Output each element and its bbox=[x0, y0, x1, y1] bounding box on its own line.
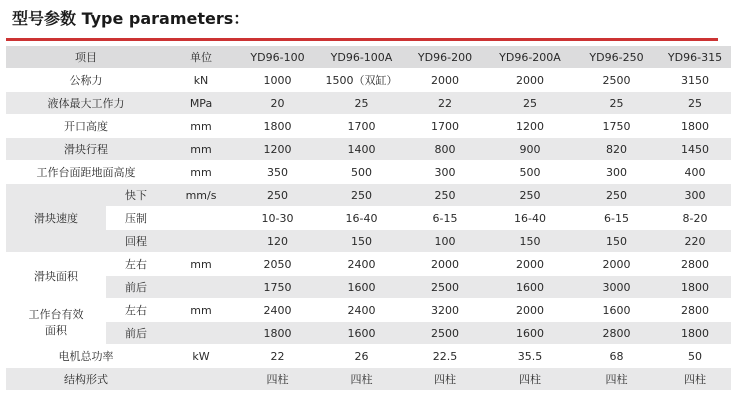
cell-value: 50 bbox=[659, 345, 731, 368]
parameter-table bbox=[6, 46, 731, 391]
cell-value: 25 bbox=[486, 92, 574, 115]
row-unit: kW bbox=[166, 345, 236, 368]
cell-value: 300 bbox=[404, 161, 486, 184]
cell-value: 1800 bbox=[659, 322, 731, 345]
cell-value: 22.5 bbox=[404, 345, 486, 368]
cell-value: 900 bbox=[486, 138, 574, 161]
cell-value: 350 bbox=[236, 161, 319, 184]
sub-label: 快下 bbox=[106, 184, 166, 207]
cell-value: 22 bbox=[404, 92, 486, 115]
cell-value: 500 bbox=[319, 161, 404, 184]
col-header-model: YD96-250 bbox=[574, 46, 659, 69]
cell-value: 3150 bbox=[659, 69, 731, 92]
cell-value: 2400 bbox=[236, 299, 319, 322]
col-header-model: YD96-200 bbox=[404, 46, 486, 69]
cell-value: 22 bbox=[236, 345, 319, 368]
table-row bbox=[6, 69, 731, 92]
cell-value: 10-30 bbox=[236, 207, 319, 230]
cell-value: 25 bbox=[319, 92, 404, 115]
cell-value: 35.5 bbox=[486, 345, 574, 368]
cell-value: 四柱 bbox=[574, 368, 659, 391]
cell-value: 250 bbox=[486, 184, 574, 207]
sub-label: 前后 bbox=[106, 276, 166, 299]
table-row bbox=[6, 207, 731, 230]
sub-label: 前后 bbox=[106, 322, 166, 345]
cell-value: 300 bbox=[659, 184, 731, 207]
cell-value: 1400 bbox=[319, 138, 404, 161]
cell-value: 1600 bbox=[574, 299, 659, 322]
cell-value: 250 bbox=[319, 184, 404, 207]
cell-value: 2800 bbox=[659, 299, 731, 322]
cell-value: 400 bbox=[659, 161, 731, 184]
cell-value: 1700 bbox=[319, 115, 404, 138]
cell-value: 16-40 bbox=[319, 207, 404, 230]
cell-value: 1600 bbox=[486, 322, 574, 345]
cell-value: 820 bbox=[574, 138, 659, 161]
cell-value: 2500 bbox=[404, 276, 486, 299]
row-unit: mm bbox=[166, 299, 236, 322]
cell-value: 6-15 bbox=[404, 207, 486, 230]
cell-value: 1500（双缸） bbox=[319, 69, 404, 92]
group-label-line: 面积 bbox=[45, 323, 67, 337]
title-underline bbox=[6, 38, 718, 41]
cell-value: 四柱 bbox=[659, 368, 731, 391]
group-label: 滑块速度 bbox=[6, 184, 106, 253]
table-row bbox=[6, 115, 731, 138]
cell-value: 1750 bbox=[574, 115, 659, 138]
table-row bbox=[6, 230, 731, 253]
row-unit: mm bbox=[166, 161, 236, 184]
cell-value: 1800 bbox=[659, 276, 731, 299]
sub-label: 左右 bbox=[106, 299, 166, 322]
cell-value: 四柱 bbox=[319, 368, 404, 391]
group-label bbox=[6, 299, 106, 345]
cell-value: 800 bbox=[404, 138, 486, 161]
page-title: 型号参数 Type parameters： bbox=[12, 9, 250, 28]
row-label: 开口高度 bbox=[6, 115, 166, 138]
cell-value: 26 bbox=[319, 345, 404, 368]
cell-value: 2000 bbox=[404, 69, 486, 92]
row-unit-empty bbox=[166, 276, 236, 299]
cell-value: 1450 bbox=[659, 138, 731, 161]
cell-value: 220 bbox=[659, 230, 731, 253]
cell-value: 25 bbox=[574, 92, 659, 115]
cell-value: 2400 bbox=[319, 253, 404, 276]
sub-label: 压制 bbox=[106, 207, 166, 230]
table-row bbox=[6, 92, 731, 115]
cell-value: 300 bbox=[574, 161, 659, 184]
row-unit: mm bbox=[166, 138, 236, 161]
cell-value: 250 bbox=[236, 184, 319, 207]
cell-value: 1200 bbox=[236, 138, 319, 161]
row-unit: kN bbox=[166, 69, 236, 92]
row-label: 滑块行程 bbox=[6, 138, 166, 161]
cell-value: 1800 bbox=[236, 115, 319, 138]
cell-value: 3200 bbox=[404, 299, 486, 322]
cell-value: 四柱 bbox=[486, 368, 574, 391]
row-label: 结构形式 bbox=[6, 368, 166, 391]
col-header-model: YD96-100A bbox=[319, 46, 404, 69]
cell-value: 150 bbox=[319, 230, 404, 253]
cell-value: 2800 bbox=[574, 322, 659, 345]
cell-value: 四柱 bbox=[404, 368, 486, 391]
row-unit-empty bbox=[166, 207, 236, 230]
cell-value: 250 bbox=[404, 184, 486, 207]
col-header-unit: 单位 bbox=[166, 46, 236, 69]
cell-value: 100 bbox=[404, 230, 486, 253]
table-row bbox=[6, 184, 731, 207]
cell-value: 500 bbox=[486, 161, 574, 184]
cell-value: 8-20 bbox=[659, 207, 731, 230]
cell-value: 6-15 bbox=[574, 207, 659, 230]
cell-value: 1600 bbox=[319, 276, 404, 299]
cell-value: 2000 bbox=[404, 253, 486, 276]
row-unit-empty bbox=[166, 322, 236, 345]
row-unit: mm bbox=[166, 253, 236, 276]
cell-value: 2500 bbox=[404, 322, 486, 345]
row-unit: MPa bbox=[166, 92, 236, 115]
row-unit: mm/s bbox=[166, 184, 236, 207]
cell-value: 16-40 bbox=[486, 207, 574, 230]
table-row bbox=[6, 161, 731, 184]
row-unit: mm bbox=[166, 115, 236, 138]
table-row bbox=[6, 322, 731, 345]
table-row bbox=[6, 299, 731, 322]
row-label: 公称力 bbox=[6, 69, 166, 92]
cell-value: 1800 bbox=[659, 115, 731, 138]
col-header-model: YD96-100 bbox=[236, 46, 319, 69]
cell-value: 150 bbox=[486, 230, 574, 253]
row-unit bbox=[166, 368, 236, 391]
row-label: 电机总功率 bbox=[6, 345, 166, 368]
table-row bbox=[6, 138, 731, 161]
col-header-model: YD96-315 bbox=[659, 46, 731, 69]
cell-value: 2000 bbox=[486, 299, 574, 322]
row-label: 工作台面距地面高度 bbox=[6, 161, 166, 184]
cell-value: 1200 bbox=[486, 115, 574, 138]
cell-value: 2000 bbox=[486, 69, 574, 92]
cell-value: 1600 bbox=[319, 322, 404, 345]
cell-value: 2050 bbox=[236, 253, 319, 276]
cell-value: 2500 bbox=[574, 69, 659, 92]
cell-value: 68 bbox=[574, 345, 659, 368]
table-row bbox=[6, 368, 731, 391]
cell-value: 20 bbox=[236, 92, 319, 115]
cell-value: 250 bbox=[574, 184, 659, 207]
cell-value: 1700 bbox=[404, 115, 486, 138]
cell-value: 2000 bbox=[486, 253, 574, 276]
header-row bbox=[6, 46, 731, 69]
row-unit-empty bbox=[166, 230, 236, 253]
cell-value: 1000 bbox=[236, 69, 319, 92]
cell-value: 2800 bbox=[659, 253, 731, 276]
col-header-item: 项目 bbox=[6, 46, 166, 69]
cell-value: 1600 bbox=[486, 276, 574, 299]
table-row bbox=[6, 253, 731, 276]
sub-label: 回程 bbox=[106, 230, 166, 253]
sub-label: 左右 bbox=[106, 253, 166, 276]
group-label: 滑块面积 bbox=[6, 253, 106, 299]
row-label: 液体最大工作力 bbox=[6, 92, 166, 115]
cell-value: 150 bbox=[574, 230, 659, 253]
cell-value: 四柱 bbox=[236, 368, 319, 391]
cell-value: 3000 bbox=[574, 276, 659, 299]
cell-value: 1800 bbox=[236, 322, 319, 345]
group-label-line: 工作台有效 bbox=[28, 307, 84, 321]
col-header-model: YD96-200A bbox=[486, 46, 574, 69]
table-row bbox=[6, 345, 731, 368]
cell-value: 1750 bbox=[236, 276, 319, 299]
cell-value: 2000 bbox=[574, 253, 659, 276]
cell-value: 25 bbox=[659, 92, 731, 115]
table-row bbox=[6, 276, 731, 299]
cell-value: 120 bbox=[236, 230, 319, 253]
cell-value: 2400 bbox=[319, 299, 404, 322]
